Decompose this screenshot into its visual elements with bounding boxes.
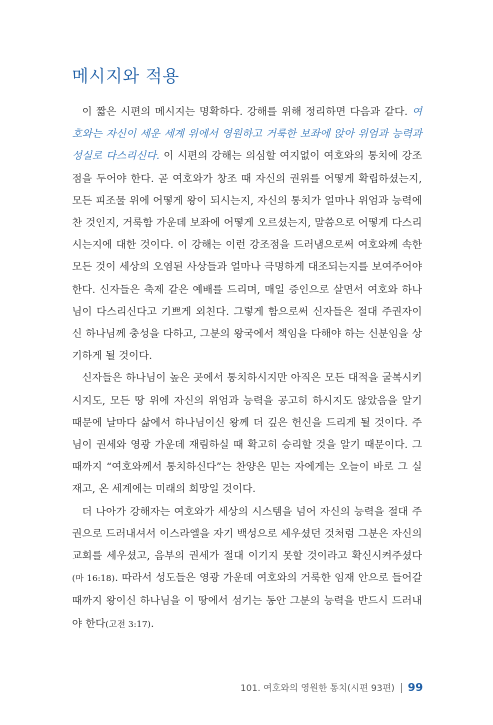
paragraph-1-lead: 이 짧은 시편의 메시지는 명확하다. 강해를 위해 정리하면 다음과 같다. (82, 106, 412, 118)
body-text (72, 101, 422, 636)
paragraph-3-end: . (150, 617, 155, 630)
summary-highlight: 여호와는 자신이 세운 세계 위에서 영원하고 거룩한 보좌에 앉아 위엄과 능력과 성실로 다스리신다. (72, 106, 422, 163)
scripture-reference: (고전 3:17) (105, 619, 151, 630)
scripture-reference: (마 16:18) (72, 574, 115, 585)
paragraph-3-lead: 더 나아가 강해자는 여호와가 세상의 시스템을 넘어 자신의 능력을 절대 주권으로 드러내셔서 이스라엘을 자기 백성으로 세우셨던 것처럼 그분은 자신의 교회를 세우셨고, 음부의 권세가 절대 이기지 못할 것이라고 확신시켜주셨다 (72, 505, 422, 563)
paragraph-3-mid: . 따라서 성도들은 영광 가운데 여호와의 거룩한 임재 안으로 들어갈 때까지 왕이신 하나님을 이 땅에서 섬기는 동안 그분의 능력을 반드시 드러내야 한다 (72, 572, 422, 630)
paragraph-3 (72, 501, 422, 636)
section-heading: 메시지와 적용 (72, 67, 180, 87)
paragraph-2: 신자들은 하나님이 높은 곳에서 통치하시지만 아직은 모든 대적을 굴복시키시지도, 모든 땅 위에 자신의 위엄과 능력을 공고히 하시지도 않았음을 알기 때문에 날마다 삶에서 하나님이신 왕께 더 깊은 헌신을 드리게 될 것이다. 주님이 권세와 영광 가운데 재림하실 때 확고히 승리할 것을 알기 때문이다. 그때까지 “여호와께서 통치하신다”는 찬양은 믿는 자에게는 오늘이 바로 그 실재고, 온 세계에는 미래의 희망일 것이다. (72, 372, 422, 496)
page-number: 99 (407, 681, 423, 694)
page-footer (240, 681, 423, 694)
paragraph-1-rest: 이 시편의 강해는 의심할 여지없이 여호와의 통치에 강조점을 두어야 한다. 곧 여호와가 창조 때 자신의 권위를 어떻게 확립하셨는지, 모든 피조물 위에 어떻게 왕이 되시는지, 자신의 통치가 얼마나 위엄과 능력에 찬 것인지, 거룩함 가운데 보좌에 어떻게 오르셨는지, 말씀으로 어떻게 다스리시는지에 대한 것이다. 이 강해는 이런 강조점을 드러냄으로써 여호와께 속한 모든 것이 세상의 오염된 사상들과 얼마나 극명하게 대조되는지를 보여주어야 한다. 신자들은 축제 같은 예배를 드리며, 매일 증인으로 살면서 여호와 하나님이 다스리신다고 기쁘게 외친다. 그렇게 함으로써 신자들은 절대 주권자이신 하나님께 충성을 다하고, 그분의 왕국에서 책임을 다해야 하는 신분임을 상기하게 될 것이다. (72, 150, 423, 363)
footer-divider (401, 683, 402, 693)
running-footer-title: 101. 여호와의 영원한 통치(시편 93편) (240, 684, 395, 694)
paragraph-1 (72, 101, 422, 367)
